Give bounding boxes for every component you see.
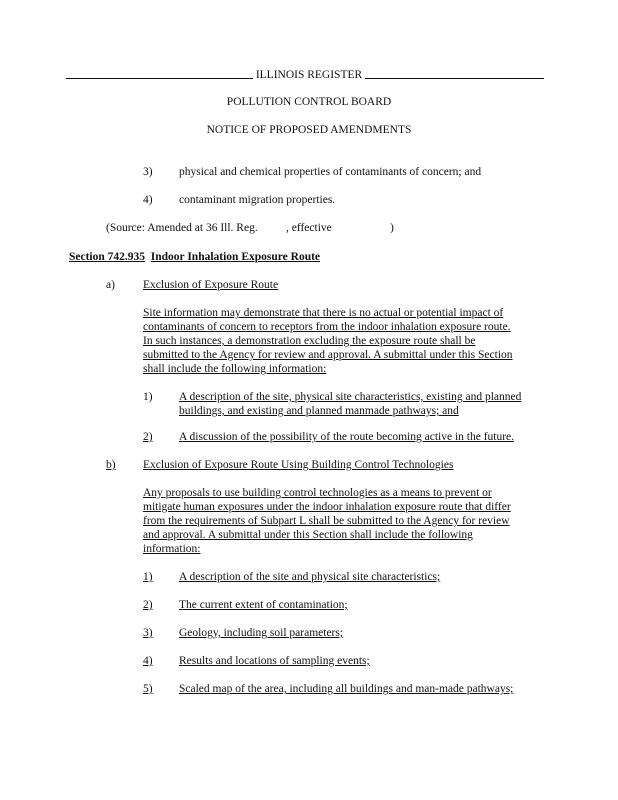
subsection-b-paragraph [143,486,511,556]
top-item-number: 4) [143,194,153,206]
list-item-number: 2) [143,431,153,443]
list-item-text [179,390,521,418]
notice-title: NOTICE OF PROPOSED AMENDMENTS [206,124,412,136]
paragraph-line: from the requirements of Subpart L shall be submitted to the Agency for review [143,515,510,527]
list-item-number: 5) [143,683,153,695]
paragraph-line: contaminants of concern to receptors from the indoor inhalation exposure route. [143,321,511,333]
list-item-text: The current extent of contamination; [179,599,348,611]
source-prefix: (Source: Amended at 36 Ill. Reg. [106,222,258,234]
source-effective: , effective [286,222,332,234]
list-item-number: 4) [143,655,153,667]
list-item-text: Scaled map of the area, including all buildings and man-made pathways; [179,683,514,695]
register-title: ILLINOIS REGISTER [0,68,618,82]
paragraph-line: information: [143,543,201,555]
section-number: Section 742.935 [69,251,146,263]
list-item-text: Geology, including soil parameters; [179,627,344,639]
subsection-b-heading: Exclusion of Exposure Route Using Building Control Technologies [143,459,454,471]
list-item-line: buildings, and existing and planned manmade pathways; and [179,405,459,417]
paragraph-line: Any proposals to use building control technologies as a means to prevent or [143,487,492,499]
list-item-text: Results and locations of sampling events; [179,655,370,667]
section-heading [69,250,320,264]
list-item-number: 1) [143,391,153,403]
paragraph-line: shall include the following information: [143,363,327,375]
top-item-text: contaminant migration properties. [179,194,336,206]
section-title: Indoor Inhalation Exposure Route [150,251,321,263]
list-item-text: A discussion of the possibility of the route becoming active in the future. [179,431,515,443]
paragraph-line: Site information may demonstrate that there is no actual or potential impact of [143,307,504,319]
top-item-number: 3) [143,166,153,178]
top-item-text: physical and chemical properties of contaminants of concern; and [179,166,482,178]
list-item-number: 1) [143,571,153,583]
list-item-number: 2) [143,599,153,611]
paragraph-line: and approval. A submittal under this Section shall include the following [143,529,473,541]
paragraph-line: submitted to the Agency for review and approval. A submittal under this Section [143,349,513,361]
list-item-number: 3) [143,627,153,639]
board-name: POLLUTION CONTROL BOARD [226,96,392,108]
subsection-a-label: a) [106,279,115,291]
paragraph-line: mitigate human exposures under the indoor inhalation exposure route that differ [143,501,511,513]
subsection-b-label: b) [106,459,116,471]
subsection-a-paragraph [143,306,513,376]
paragraph-line: In such instances, a demonstration excluding the exposure route shall be [143,335,476,347]
list-item-text: A description of the site and physical site characteristics; [179,571,441,583]
subsection-a-heading: Exclusion of Exposure Route [143,279,279,291]
source-suffix: ) [390,222,394,234]
list-item-line: A description of the site, physical site characteristics, existing and planned [179,391,522,403]
